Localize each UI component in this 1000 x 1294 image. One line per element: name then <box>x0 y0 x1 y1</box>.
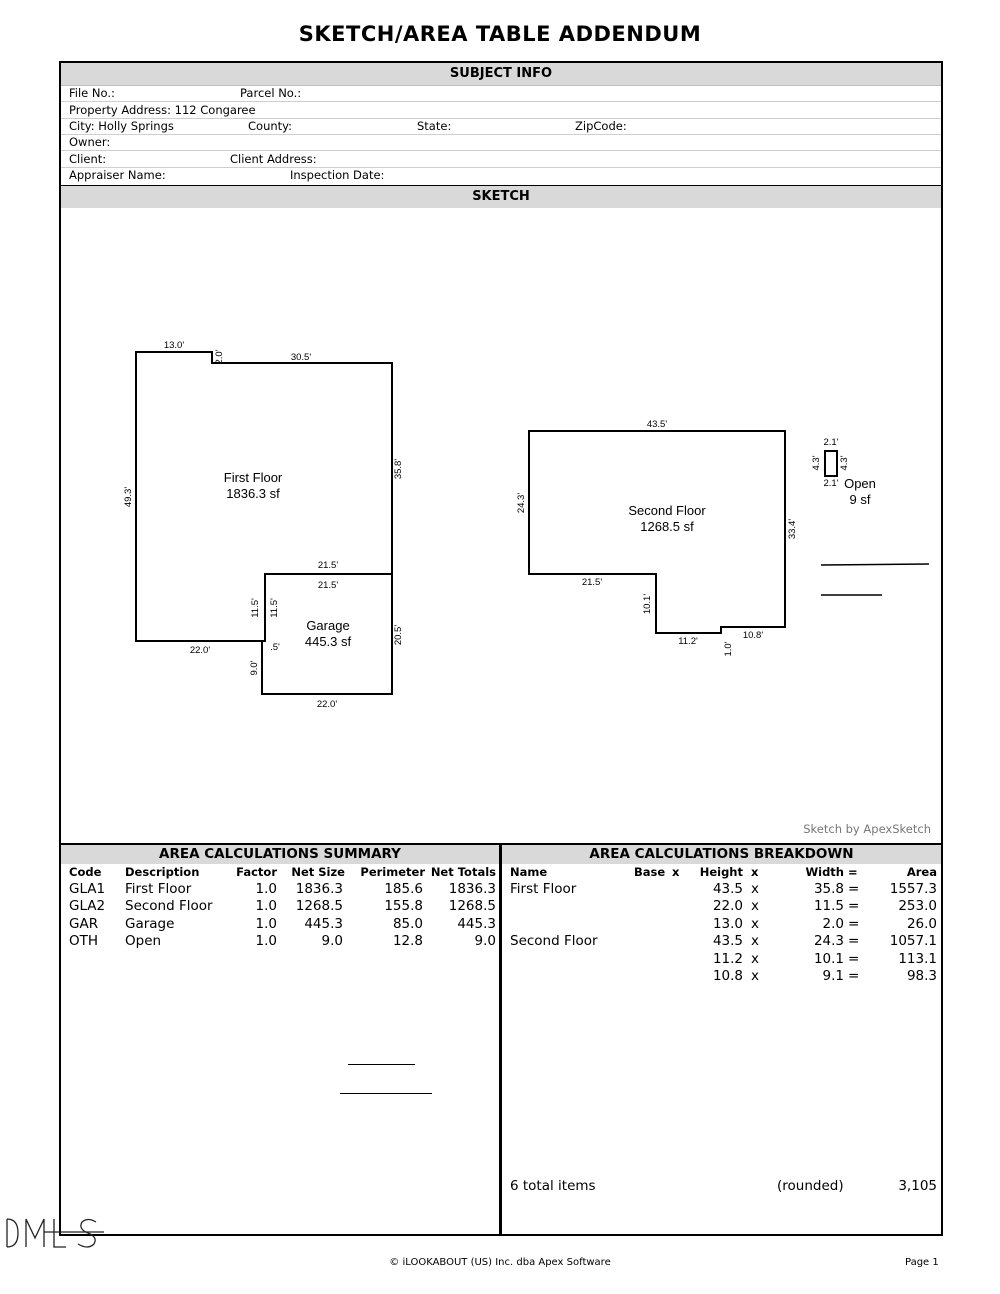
summary-col-net-totals: Net Totals <box>430 865 496 879</box>
breakdown-cell: x <box>751 933 759 949</box>
summary-col-code: Code <box>69 865 102 879</box>
info-row-file <box>61 85 941 102</box>
breakdown-cell: = <box>848 951 860 967</box>
dimension-label: 2.0' <box>214 349 225 365</box>
dimension-label: 4.3' <box>811 455 822 471</box>
garage-area: 445.3 sf <box>304 634 352 649</box>
summary-cell: 9.0 <box>474 933 496 949</box>
client-label: Client: <box>69 152 107 166</box>
file-no-label: File No.: <box>69 86 115 100</box>
dimension-label: 2.1' <box>823 437 839 448</box>
dimension-label: 13.0' <box>163 340 185 351</box>
breakdown-cell: 113.1 <box>898 951 937 967</box>
breakdown-cell: 22.0 <box>712 898 743 914</box>
dimension-label: 9.0' <box>249 660 260 676</box>
breakdown-cell: = <box>848 916 860 932</box>
sketch-heading: SKETCH <box>61 185 941 208</box>
parcel-no-label: Parcel No.: <box>240 86 302 100</box>
second-floor-area: 1268.5 sf <box>640 519 694 534</box>
breakdown-cell: 43.5 <box>712 881 743 897</box>
table-divider <box>499 845 502 1236</box>
garage-label: Garage <box>306 618 350 633</box>
dimension-label: 10.8' <box>742 630 764 641</box>
mls-logo-icon <box>4 1216 104 1250</box>
breakdown-cell: = <box>848 933 860 949</box>
dimension-label: 20.5' <box>393 624 404 646</box>
summary-cell: 1836.3 <box>295 881 343 897</box>
breakdown-cell: Second Floor <box>510 933 598 949</box>
breakdown-col-x: x <box>672 865 680 879</box>
subject-info-heading: SUBJECT INFO <box>61 63 941 86</box>
summary-cell: 445.3 <box>457 916 496 932</box>
breakdown-col-height: Height <box>699 865 743 879</box>
county-label: County: <box>248 119 292 133</box>
sketch-credit: Sketch by ApexSketch <box>803 822 931 836</box>
summary-col-net-size: Net Size <box>291 865 345 879</box>
client-address-label: Client Address: <box>230 152 317 166</box>
info-row-address <box>61 102 941 119</box>
blank-line <box>340 1093 432 1094</box>
rounded-label: (rounded) <box>777 1178 844 1194</box>
breakdown-cell: x <box>751 881 759 897</box>
breakdown-cell: x <box>751 898 759 914</box>
mls-logo <box>4 1216 104 1254</box>
summary-cell: 1.0 <box>255 898 277 914</box>
summary-cell: 1.0 <box>255 933 277 949</box>
breakdown-cell: 24.3 <box>813 933 844 949</box>
summary-col-description: Description <box>125 865 200 879</box>
breakdown-cell: 1057.1 <box>889 933 937 949</box>
breakdown-cell: 11.2 <box>712 951 743 967</box>
breakdown-cell: 13.0 <box>712 916 743 932</box>
info-row-client <box>61 151 941 168</box>
open-outline <box>825 451 837 476</box>
calculation-tables <box>61 843 941 1236</box>
summary-cell: GAR <box>69 916 99 932</box>
breakdown-heading: AREA CALCULATIONS BREAKDOWN <box>502 845 941 864</box>
summary-cell: GLA2 <box>69 898 106 914</box>
dimension-label: 2.1' <box>823 478 839 489</box>
summary-cell: 445.3 <box>304 916 343 932</box>
summary-cell: 1.0 <box>255 916 277 932</box>
appraiser-name-label: Appraiser Name: <box>69 168 166 182</box>
dimension-label: 21.5' <box>317 580 339 591</box>
dimension-label: 11.5' <box>250 598 261 618</box>
breakdown-cell: = <box>848 881 860 897</box>
info-row-owner <box>61 134 941 151</box>
breakdown-cell: = <box>848 968 860 984</box>
breakdown-col-base: Base <box>634 865 666 879</box>
breakdown-cell: 98.3 <box>906 968 937 984</box>
breakdown-cell: 9.1 <box>822 968 844 984</box>
summary-cell: OTH <box>69 933 99 949</box>
summary-cell: Garage <box>125 916 175 932</box>
summary-cell: 1.0 <box>255 881 277 897</box>
dimension-label: 30.5' <box>290 352 312 363</box>
floor-plan-sketch <box>61 207 941 843</box>
summary-cell: 185.6 <box>384 881 423 897</box>
dimension-label: 22.0' <box>316 699 338 710</box>
breakdown-cell: 10.8 <box>712 968 743 984</box>
summary-cell: 1268.5 <box>448 898 496 914</box>
total-area: 3,105 <box>898 1178 937 1194</box>
summary-cell: 1836.3 <box>448 881 496 897</box>
dimension-label: 21.5' <box>317 560 339 571</box>
dimension-label: 49.3' <box>123 486 134 508</box>
page-title: SKETCH/AREA TABLE ADDENDUM <box>298 22 702 46</box>
summary-col-perimeter: Perimeter <box>360 865 425 879</box>
inspection-date-label: Inspection Date: <box>290 168 385 182</box>
breakdown-col-x2: x <box>751 865 759 879</box>
state-label: State: <box>417 119 452 133</box>
dimension-label: 1.0' <box>723 641 734 657</box>
dimension-label: 43.5' <box>646 419 668 430</box>
summary-cell: 85.0 <box>392 916 423 932</box>
summary-heading: AREA CALCULATIONS SUMMARY <box>61 845 499 864</box>
dimension-label: 21.5' <box>581 577 603 588</box>
summary-cell: Open <box>125 933 162 949</box>
addendum-form <box>59 61 943 1236</box>
breakdown-cell: x <box>751 968 759 984</box>
open-label: Open <box>844 476 876 491</box>
summary-cell: 12.8 <box>392 933 423 949</box>
breakdown-cell: 1557.3 <box>889 881 937 897</box>
copyright-footer: © iLOOKABOUT (US) Inc. dba Apex Software <box>389 1257 611 1268</box>
breakdown-cell: = <box>848 898 860 914</box>
summary-cell: 9.0 <box>321 933 343 949</box>
first-floor-label: First Floor <box>223 470 283 485</box>
info-row-appraiser <box>61 167 941 183</box>
first-floor-area: 1836.3 sf <box>226 486 280 501</box>
dimension-label: 11.5' <box>269 598 280 618</box>
breakdown-cell: 10.1 <box>813 951 844 967</box>
dimension-label: 10.1' <box>642 593 653 615</box>
second-floor-label: Second Floor <box>628 503 706 518</box>
dimension-label: 24.3' <box>516 492 527 514</box>
breakdown-col-name: Name <box>510 865 548 879</box>
page-number: Page 1 <box>905 1257 939 1268</box>
blank-line <box>348 1064 415 1065</box>
dimension-label: 35.8' <box>393 458 404 480</box>
summary-cell: GLA1 <box>69 881 106 897</box>
breakdown-cell: 253.0 <box>898 898 937 914</box>
dimension-label: .5' <box>270 642 280 653</box>
breakdown-cell: 2.0 <box>822 916 844 932</box>
breakdown-cell: 43.5 <box>712 933 743 949</box>
blank-line <box>821 564 929 565</box>
breakdown-cell: 35.8 <box>813 881 844 897</box>
summary-cell: 1268.5 <box>295 898 343 914</box>
total-items: 6 total items <box>510 1178 596 1194</box>
summary-col-factor: Factor <box>236 865 277 879</box>
summary-cell: Second Floor <box>125 898 213 914</box>
summary-cell: 155.8 <box>384 898 423 914</box>
city-field: City: Holly Springs <box>69 119 174 133</box>
breakdown-col-area: Area <box>906 865 937 879</box>
dimension-label: 11.2' <box>678 636 698 647</box>
breakdown-col-width: Width <box>805 865 844 879</box>
dimension-label: 22.0' <box>189 645 211 656</box>
dimension-label: 4.3' <box>839 455 850 471</box>
breakdown-cell: 11.5 <box>813 898 844 914</box>
dimension-label: 33.4' <box>787 518 798 540</box>
property-address: Property Address: 112 Congaree <box>69 103 256 117</box>
breakdown-col-equals: = <box>848 865 858 879</box>
summary-cell: First Floor <box>125 881 192 897</box>
breakdown-cell: First Floor <box>510 881 577 897</box>
breakdown-cell: 26.0 <box>906 916 937 932</box>
info-row-city <box>61 118 941 135</box>
breakdown-cell: x <box>751 916 759 932</box>
open-area: 9 sf <box>849 492 871 507</box>
zipcode-label: ZipCode: <box>575 119 627 133</box>
owner-label: Owner: <box>69 135 111 149</box>
sketch-drawing <box>61 207 941 843</box>
breakdown-cell: x <box>751 951 759 967</box>
